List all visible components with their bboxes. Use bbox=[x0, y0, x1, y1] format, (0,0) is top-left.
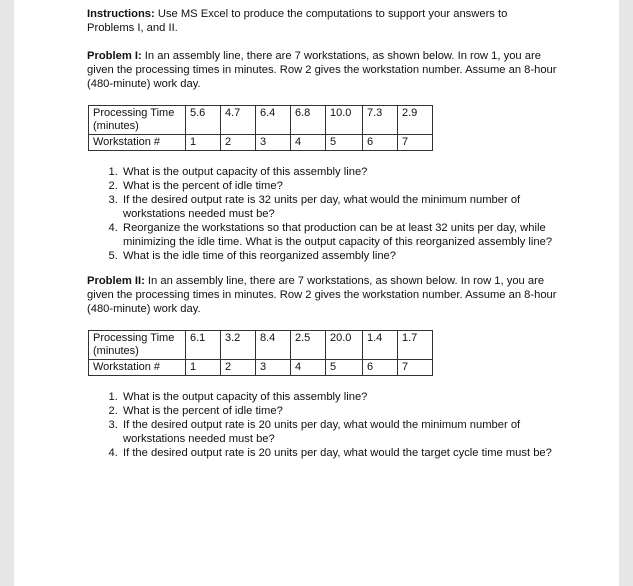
problem1-label: Problem I: bbox=[87, 50, 142, 62]
problem1-station-6: 6 bbox=[363, 135, 398, 151]
problem1-time-2: 4.7 bbox=[221, 106, 256, 135]
problem2-station-7: 7 bbox=[398, 360, 433, 376]
problem1-times-row bbox=[89, 106, 433, 135]
problem1-time-6: 7.3 bbox=[363, 106, 398, 135]
problem1-question-3: 3. If the desired output rate is 32 units per day, what would the minimum number of workstations needed must be? bbox=[121, 193, 557, 221]
problem1-text: In an assembly line, there are 7 workstations, as shown below. In row 1, you are given the processing times in minutes. Row 2 gives the workstation number. Assume an 8-hour (480-minute) work day. bbox=[87, 50, 557, 90]
problem2-question-1: 1. What is the output capacity of this assembly line? bbox=[121, 390, 557, 404]
document-content bbox=[87, 7, 557, 460]
problem2-table bbox=[88, 330, 433, 376]
problem2-question-4: 4. If the desired output rate is 20 units per day, what would the target cycle time must be? bbox=[121, 446, 557, 460]
problem1-question-2: 2. What is the percent of idle time? bbox=[121, 179, 557, 193]
problem2-time-6: 1.4 bbox=[363, 331, 398, 360]
problem2-station-2: 2 bbox=[221, 360, 256, 376]
problem2-station-3: 3 bbox=[256, 360, 291, 376]
problem1-stations-row bbox=[89, 135, 433, 151]
problem1-stations-header: Workstation # bbox=[89, 135, 186, 151]
instructions-text: Use MS Excel to produce the computations to support your answers to Problems I, and II. bbox=[87, 8, 508, 34]
problem1-times-header: Processing Time (minutes) bbox=[89, 106, 186, 135]
problem1-station-7: 7 bbox=[398, 135, 433, 151]
problem1-station-2: 2 bbox=[221, 135, 256, 151]
problem2-station-5: 5 bbox=[326, 360, 363, 376]
problem2-time-7: 1.7 bbox=[398, 331, 433, 360]
problem2-time-3: 8.4 bbox=[256, 331, 291, 360]
problem2-question-2: 2. What is the percent of idle time? bbox=[121, 404, 557, 418]
problem2-stations-row bbox=[89, 360, 433, 376]
problem2-stations-header: Workstation # bbox=[89, 360, 186, 376]
problem2-station-4: 4 bbox=[291, 360, 326, 376]
problem2-question-3: 3. If the desired output rate is 20 units per day, what would the minimum number of workstations needed must be? bbox=[121, 418, 557, 446]
problem2-time-2: 3.2 bbox=[221, 331, 256, 360]
problem1-time-4: 6.8 bbox=[291, 106, 326, 135]
problem1-question-5: 5. What is the idle time of this reorganized assembly line? bbox=[121, 249, 557, 263]
problem1-table bbox=[88, 105, 433, 151]
problem2-time-4: 2.5 bbox=[291, 331, 326, 360]
document-page bbox=[14, 0, 619, 586]
problem1-time-5: 10.0 bbox=[326, 106, 363, 135]
problem1-time-7: 2.9 bbox=[398, 106, 433, 135]
instructions-label: Instructions: bbox=[87, 8, 155, 20]
problem1-time-3: 6.4 bbox=[256, 106, 291, 135]
problem2-text: In an assembly line, there are 7 workstations, as shown below. In row 1, you are given the processing times in minutes. Row 2 gives the workstation number. Assume an 8-hour (480-minute) work day. bbox=[87, 275, 557, 315]
instructions-paragraph bbox=[87, 7, 557, 35]
problem1-questions bbox=[87, 165, 557, 263]
problem1-question-1: 1. What is the output capacity of this assembly line? bbox=[121, 165, 557, 179]
problem1-station-5: 5 bbox=[326, 135, 363, 151]
problem2-time-1: 6.1 bbox=[186, 331, 221, 360]
problem1-station-4: 4 bbox=[291, 135, 326, 151]
problem2-times-header: Processing Time (minutes) bbox=[89, 331, 186, 360]
problem1-station-1: 1 bbox=[186, 135, 221, 151]
problem1-question-4: 4. Reorganize the workstations so that production can be at least 32 units per day, while minimizing the idle time. What is the output capacity of this reorganized assembly line? bbox=[121, 221, 557, 249]
problem1-paragraph bbox=[87, 49, 557, 91]
problem2-times-row bbox=[89, 331, 433, 360]
problem1-time-1: 5.6 bbox=[186, 106, 221, 135]
problem2-station-1: 1 bbox=[186, 360, 221, 376]
problem2-paragraph bbox=[87, 274, 557, 316]
problem2-questions bbox=[87, 390, 557, 460]
problem2-station-6: 6 bbox=[363, 360, 398, 376]
problem2-time-5: 20.0 bbox=[326, 331, 363, 360]
problem2-label: Problem II: bbox=[87, 275, 145, 287]
problem1-station-3: 3 bbox=[256, 135, 291, 151]
